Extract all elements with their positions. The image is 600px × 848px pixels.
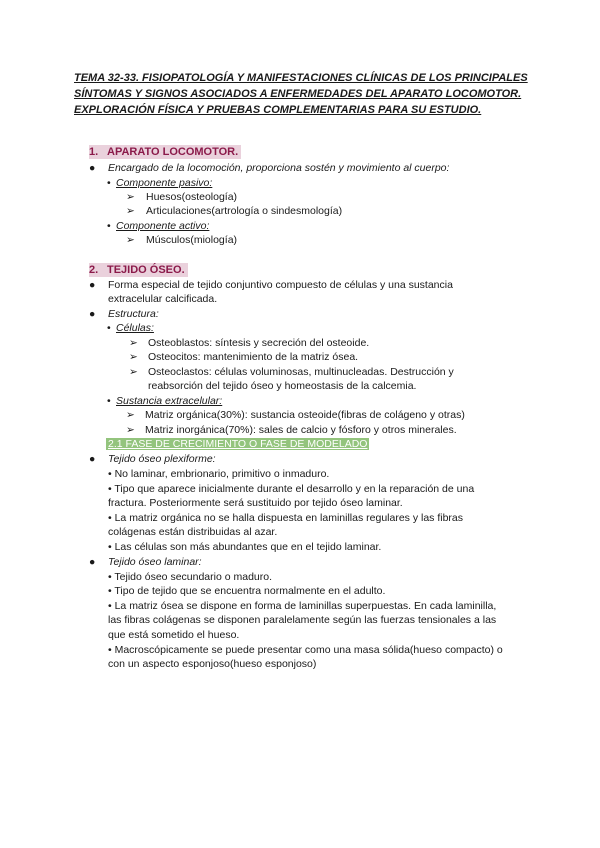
paragraph-line: • Tejido óseo secundario o maduro. — [108, 571, 273, 583]
bullet-icon: ● — [89, 308, 96, 320]
definition-line: Forma especial de tejido conjuntivo compuesto de células y una sustancia — [108, 279, 453, 291]
arrow-bullet-icon: ➢ — [126, 234, 135, 246]
arrow-bullet-icon: ➢ — [129, 351, 138, 363]
paragraph-line: • Macroscópicamente se puede presentar como una masa sólida(hueso compacto) o — [108, 644, 503, 656]
bullet-icon: • — [107, 395, 111, 407]
paragraph-line: • La matriz orgánica no se halla dispuesta en laminillas regulares y las fibras — [108, 512, 464, 524]
list-item: Osteoblastos: síntesis y secreción del osteoide. — [148, 337, 370, 349]
bullet-icon: • — [107, 322, 111, 334]
estructura-label: Estructura: — [108, 308, 159, 320]
arrow-bullet-icon: ➢ — [126, 191, 135, 203]
paragraph-line: con un aspecto esponjoso(hueso esponjoso) — [108, 658, 317, 670]
list-item: Matriz orgánica(30%): sustancia osteoide(fibras de colágeno y otras) — [145, 409, 465, 421]
subsection-heading — [106, 437, 369, 451]
paragraph-line: • Las células son más abundantes que en el tejido laminar. — [108, 541, 382, 553]
subsection-highlight: 2.1 FASE DE CRECIMIENTO O FASE DE MODELADO — [108, 438, 368, 450]
section-title: APARATO LOCOMOTOR. — [107, 146, 239, 158]
list-item: Osteoclastos: células voluminosas, multinucleadas. Destrucción y — [148, 366, 454, 378]
paragraph-line: las fibras colágenas se disponen paralelamente según las fuerzas tensionales a las — [108, 614, 497, 626]
document-title: TEMA 32-33. FISIOPATOLOGÍA Y MANIFESTACIONES CLÍNICAS DE LOS PRINCIPALES SÍNTOMAS Y SIGNOS ASOCIADOS A ENFERMEDADES DEL APARATO LOCOMOTOR. EXPLORACIÓN FÍSICA Y PRUEBAS COMPLEMENTARIAS PARA SU ESTUDIO. — [74, 72, 528, 116]
paragraph-line: fractura. Posteriormente será sustituido por tejido óseo laminar. — [108, 497, 403, 509]
definition-line: extracelular calcificada. — [108, 293, 218, 305]
arrow-bullet-icon: ➢ — [129, 337, 138, 349]
list-item: Osteocitos: mantenimiento de la matriz ósea. — [148, 351, 359, 363]
list-item-continuation: reabsorción del tejido óseo y homeostasis de la calcemia. — [148, 380, 417, 392]
list-item: Articulaciones(artrología o sindesmología) — [146, 205, 343, 217]
bullet-icon: ● — [89, 453, 96, 465]
paragraph-line: • La matriz ósea se dispone en forma de laminillas superpuestas. En cada laminilla, — [108, 600, 497, 612]
bullet-icon: ● — [89, 279, 96, 291]
paragraph-line: • Tipo que aparece inicialmente durante el desarrollo y en la reparación de una — [108, 483, 475, 495]
plexiforme-label: Tejido óseo plexiforme: — [108, 453, 216, 465]
bullet-icon: ● — [89, 556, 96, 568]
bullet-icon: • — [107, 220, 111, 232]
paragraph-line: • Tipo de tejido que se encuentra normalmente en el adulto. — [108, 585, 386, 597]
celulas-label: Células: — [116, 322, 154, 334]
paragraph-line: colágenas están distribuidas al azar. — [108, 526, 278, 538]
sustancia-label: Sustancia extracelular: — [116, 395, 223, 407]
section-number: 2. — [89, 264, 99, 276]
pasivo-label: Componente pasivo: — [116, 177, 213, 189]
bullet-icon: ● — [89, 162, 96, 174]
arrow-bullet-icon: ➢ — [126, 205, 135, 217]
list-item: Músculos(miología) — [146, 234, 238, 246]
section-heading-tejido-oseo — [89, 263, 188, 277]
arrow-bullet-icon: ➢ — [129, 366, 138, 378]
arrow-bullet-icon: ➢ — [126, 424, 135, 436]
paragraph-line: que está sometido el hueso. — [108, 629, 240, 641]
section-heading-aparato-locomotor — [89, 145, 241, 159]
laminar-label: Tejido óseo laminar: — [108, 556, 202, 568]
section-title: TEJIDO ÓSEO. — [107, 264, 185, 276]
section-number: 1. — [89, 146, 99, 158]
arrow-bullet-icon: ➢ — [126, 409, 135, 421]
list-item: Huesos(osteología) — [146, 191, 238, 203]
section-intro: Encargado de la locomoción, proporciona sostén y movimiento al cuerpo: — [108, 162, 450, 174]
paragraph-line: • No laminar, embrionario, primitivo o inmaduro. — [108, 468, 330, 480]
bullet-icon: • — [107, 177, 111, 189]
list-item: Matriz inorgánica(70%): sales de calcio y fósforo y otros minerales. — [145, 424, 457, 436]
activo-label: Componente activo: — [116, 220, 210, 232]
